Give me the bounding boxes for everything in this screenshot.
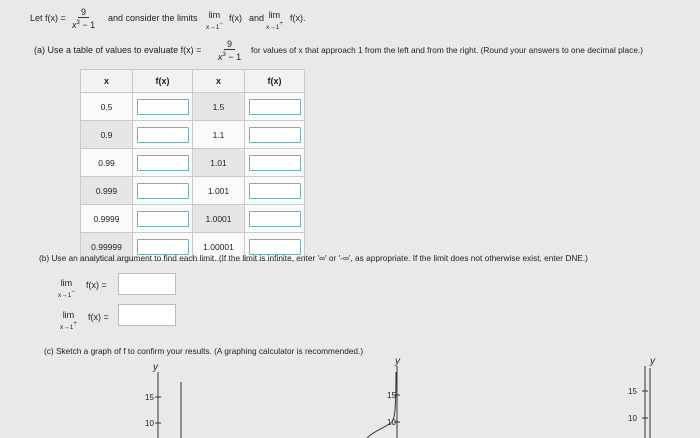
- graph-2-curve: [367, 372, 396, 438]
- graph-3-ylabel: y: [650, 356, 655, 367]
- intro-lim-left-sub: [206, 20, 223, 32]
- limit-left-word: lim: [60, 278, 73, 288]
- intro-lim-right-sub-text: x→1: [266, 24, 280, 31]
- part-c-text: (c) Sketch a graph of f to confirm your results. (A graphing calculator is recommended.): [44, 346, 364, 356]
- fx-left-input[interactable]: [137, 99, 189, 115]
- limit-left-label: [58, 278, 75, 300]
- intro-fx-1: f(x): [229, 13, 242, 23]
- fx-right-cell: [245, 93, 305, 121]
- intro-let: Let f(x) =: [30, 13, 66, 23]
- fx-left-input[interactable]: [137, 183, 189, 199]
- x-right-cell: 1.0001: [193, 205, 245, 233]
- fx-left-cell: [133, 205, 193, 233]
- graph-1-tick-10: 10: [145, 419, 154, 428]
- limit-right-sub-text: x→1: [60, 324, 74, 331]
- fx-right-cell: [245, 177, 305, 205]
- x-left-cell: 0.9: [81, 121, 133, 149]
- part-a-frac-num: 9: [224, 39, 235, 50]
- intro-den-exp: 3: [76, 20, 80, 26]
- limit-right-word: lim: [62, 310, 75, 320]
- header-fx-left: f(x): [133, 70, 193, 93]
- intro-lim-left-sub-text: x→1: [206, 24, 220, 31]
- fx-right-input[interactable]: [249, 127, 301, 143]
- table-header-row: [81, 70, 305, 93]
- limit-right-fx: f(x) =: [88, 312, 109, 322]
- fx-right-input[interactable]: [249, 99, 301, 115]
- graph-3-plot: [630, 366, 670, 438]
- table-row: [81, 205, 305, 233]
- fx-left-cell: [133, 93, 193, 121]
- graph-2-ylabel: y: [395, 356, 400, 367]
- limit-left-sign: −: [71, 289, 75, 295]
- x-left-cell: 0.99: [81, 149, 133, 177]
- intro-lim-right: [266, 10, 283, 32]
- fx-right-input[interactable]: [249, 155, 301, 171]
- x-right-cell: 1.01: [193, 149, 245, 177]
- values-table: [80, 69, 305, 261]
- header-fx-right: f(x): [245, 70, 305, 93]
- part-a-den-exp: 3: [222, 52, 226, 58]
- fx-right-input[interactable]: [249, 211, 301, 227]
- intro-fx-2: f(x).: [290, 13, 306, 23]
- fx-right-input[interactable]: [249, 183, 301, 199]
- intro-lim-right-sub: [266, 20, 283, 32]
- intro-lim-left-word: lim: [208, 10, 221, 20]
- table-row: [81, 177, 305, 205]
- limit-left-sub: [58, 288, 75, 300]
- graph-2-tick-15: 15: [387, 391, 396, 400]
- x-left-cell: 0.9999: [81, 205, 133, 233]
- table-row: [81, 149, 305, 177]
- header-x-right: x: [193, 70, 245, 93]
- fx-left-input[interactable]: [137, 155, 189, 171]
- graph-2-plot: [365, 366, 405, 438]
- limit-right-sub: [60, 320, 77, 332]
- fx-right-cell: [245, 205, 305, 233]
- graph-1-ylabel: y: [153, 362, 158, 373]
- fx-left-input[interactable]: [137, 127, 189, 143]
- intro-lim-right-sign: +: [279, 21, 283, 27]
- graph-2-tick-10: 10: [387, 418, 396, 427]
- limit-left-sub-text: x→1: [58, 292, 72, 299]
- intro-lim-left-sign: −: [219, 21, 223, 27]
- limit-right-input[interactable]: [118, 304, 176, 326]
- intro-mid-text: and consider the limits: [108, 13, 198, 23]
- part-a-den-x: x: [218, 52, 223, 62]
- fx-right-cell: [245, 121, 305, 149]
- part-a-fraction: [216, 39, 243, 62]
- intro-and: and: [249, 13, 265, 23]
- x-right-cell: 1.1: [193, 121, 245, 149]
- x-right-cell: 1.001: [193, 177, 245, 205]
- x-left-cell: 0.99999: [81, 233, 133, 261]
- graph-1-plot: [150, 372, 190, 438]
- fx-right-cell: [245, 149, 305, 177]
- header-x-left: x: [81, 70, 133, 93]
- x-right-cell: 1.5: [193, 93, 245, 121]
- limit-right-label: [60, 310, 77, 332]
- fx-left-cell: [133, 121, 193, 149]
- part-a-frac-den: [216, 50, 243, 62]
- limit-right-sign: +: [73, 321, 77, 327]
- table-row: [81, 121, 305, 149]
- graph-3-tick-15: 15: [628, 387, 637, 396]
- intro-lim-left: [206, 10, 223, 32]
- x-left-cell: 0.999: [81, 177, 133, 205]
- graph-1-tick-15: 15: [145, 393, 154, 402]
- fx-left-cell: [133, 149, 193, 177]
- intro-den-x: x: [72, 20, 77, 30]
- part-a-den-rest: − 1: [225, 52, 242, 62]
- table-row: [81, 93, 305, 121]
- fx-left-cell: [133, 177, 193, 205]
- fx-left-input[interactable]: [137, 211, 189, 227]
- intro-fraction: [70, 7, 97, 30]
- part-b-text: (b) Use an analytical argument to find each limit. (If the limit is infinite, enter '∞' or '-∞', as appropriate. If the limit does not otherwise exist, enter DNE.): [39, 253, 588, 263]
- intro-lim-right-word: lim: [268, 10, 281, 20]
- intro-den-rest: − 1: [79, 20, 96, 30]
- graph-3-tick-10: 10: [628, 414, 637, 423]
- x-right-cell: 1.00001: [193, 233, 245, 261]
- part-a-prefix: (a) Use a table of values to evaluate f(x) =: [34, 45, 202, 55]
- intro-frac-num: 9: [78, 7, 89, 18]
- limit-left-fx: f(x) =: [86, 280, 107, 290]
- x-left-cell: 0.5: [81, 93, 133, 121]
- limit-left-input[interactable]: [118, 273, 176, 295]
- intro-frac-den: [70, 18, 97, 30]
- part-a-suffix: for values of x that approach 1 from the left and from the right. (Round your answers to one decimal place.): [251, 45, 643, 55]
